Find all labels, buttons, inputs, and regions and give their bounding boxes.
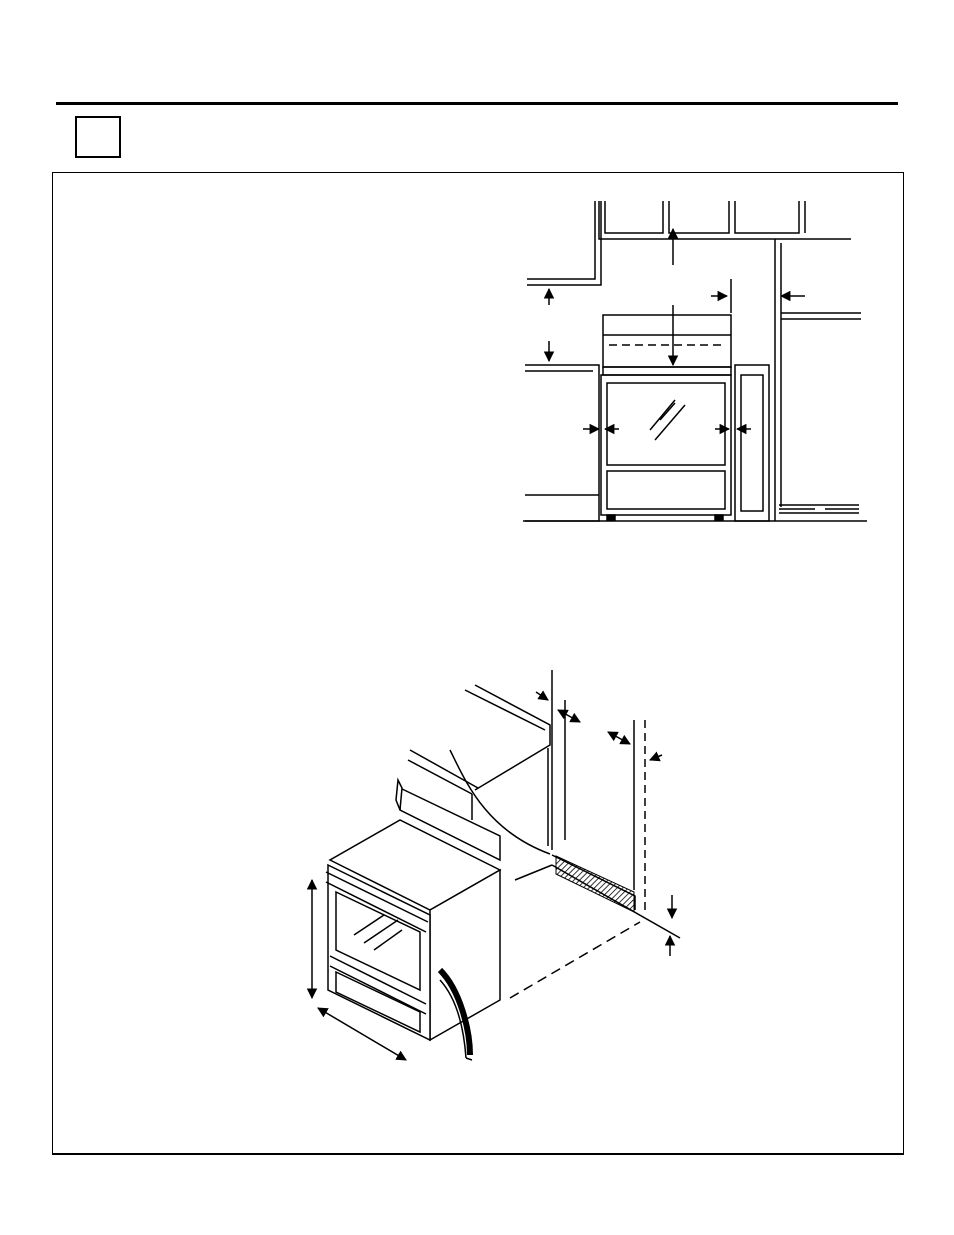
range-body — [601, 375, 731, 515]
depth-arrow-2 — [608, 732, 630, 744]
floor-hatch-area — [556, 856, 634, 912]
header-rule — [56, 102, 898, 105]
back-clearance-arrow — [536, 692, 548, 700]
depth-arrow-1 — [558, 710, 580, 722]
range-backguard — [603, 315, 731, 367]
storage-drawer — [607, 471, 725, 509]
range-front-clearance-diagram — [515, 195, 870, 530]
oven-window — [607, 383, 725, 465]
range-isometric-clearance-diagram — [290, 660, 690, 1080]
step-number-box — [75, 116, 121, 158]
